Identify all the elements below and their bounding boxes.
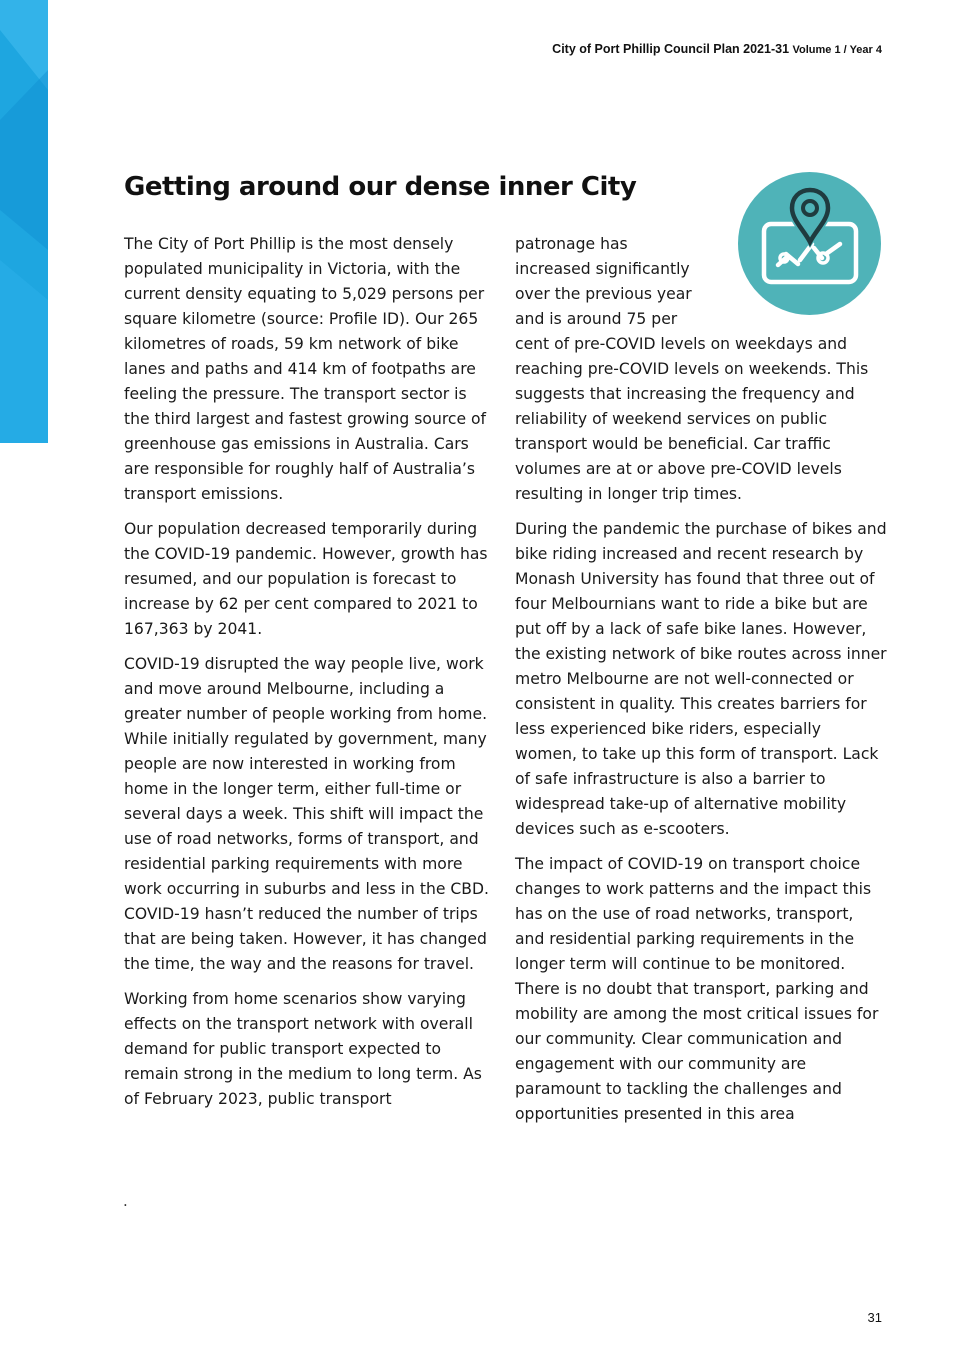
page-number: 31: [867, 1310, 882, 1325]
decorative-side-bar: [0, 0, 48, 443]
paragraph-patronage: [515, 232, 887, 507]
paragraph-density: The City of Port Phillip is the most densely populated municipality in Victoria, with the current density equating to 5,029 persons per square kilometre (source: Profile ID). Our 265 kilometres of roads, 59 km network of bike lanes and paths and 414 km of footpaths are feeling the pressure. The transport sector is the third largest and fastest growing source of greenhouse gas emissions in Australia. Cars are responsible for roughly half of Australia’s transport emissions.: [124, 235, 487, 503]
right-column: [515, 232, 887, 1137]
stray-period: .: [123, 1192, 128, 1210]
left-column: [124, 232, 496, 1122]
patronage-continuation: cent of pre-COVID levels on weekdays and reaching pre-COVID levels on weekends. This suggests that increasing the frequency and reliability of weekend services on public transport would be beneficial. Car traffic volumes are at or above pre-COVID levels resulting in longer trip times.: [515, 335, 869, 503]
patronage-line-4: and is around 75 per: [515, 310, 678, 328]
paragraph-population: Our population decreased temporarily during the COVID-19 pandemic. However, growth has resumed, and our population is forecast to increase by 62 per cent compared to 2021 to 167,363 by 2041.: [124, 520, 488, 638]
patronage-line-1: patronage has: [515, 235, 628, 253]
patronage-line-2: increased significantly: [515, 260, 690, 278]
page-title: Getting around our dense inner City: [124, 172, 637, 202]
paragraph-covid-disruption: COVID-19 disrupted the way people live, work and move around Melbourne, including a greater number of people working from home. While initially regulated by government, many people are now interested in working from home in the longer term, either full-time or several days a week. This shift will impact the use of road networks, forms of transport, and residential parking requirements with more work occurring in suburbs and less in the CBD. COVID-19 hasn’t reduced the number of trips that are being taken. However, it has changed the time, the way and the reasons for travel.: [124, 655, 489, 973]
paragraph-covid-impact: The impact of COVID-19 on transport choice changes to work patterns and the impact this has on the use of road networks, transport, and residential parking requirements in the longer term will continue to be monitored. There is no doubt that transport, parking and mobility are among the most critical issues for our community. Clear communication and engagement with our community are paramount to tackling the challenges and opportunities presented in this area: [515, 855, 879, 1123]
patronage-line-3: over the previous year: [515, 285, 692, 303]
paragraph-working-from-home: Working from home scenarios show varying effects on the transport network with overall demand for public transport expected to remain strong in the medium to long term. As of February 2023, public transport: [124, 990, 482, 1108]
running-header: [552, 42, 882, 56]
volume-label: Volume 1 / Year 4: [792, 44, 882, 56]
paragraph-bike-riding: During the pandemic the purchase of bikes and bike riding increased and recent research by Monash University has found that three out of four Melbournians want to ride a bike but are put off by a lack of safe bike lanes. However, the existing network of bike routes across inner metro Melbourne are not well-connected or consistent in quality. This creates barriers for less experienced bike riders, especially women, to take up this form of transport. Lack of safe infrastructure is also a barrier to widespread take-up of alternative mobility devices such as e-scooters.: [515, 520, 887, 838]
document-title: City of Port Phillip Council Plan 2021-31: [552, 42, 790, 56]
side-bar-pattern: [0, 0, 48, 443]
